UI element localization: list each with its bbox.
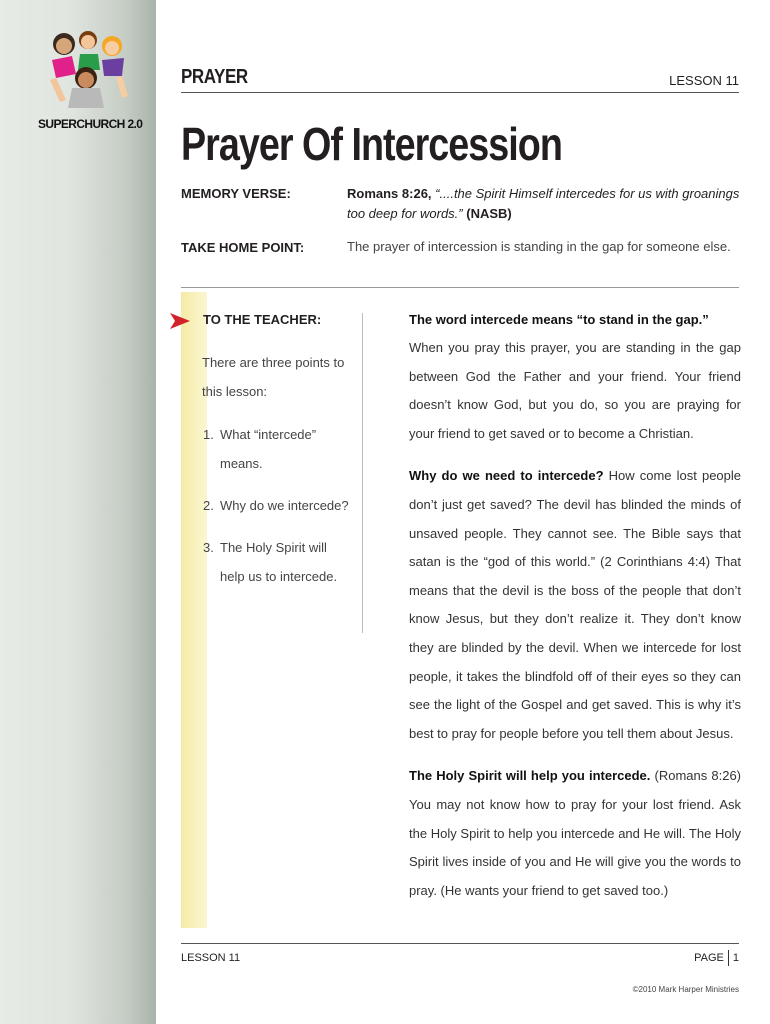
footer-divider <box>181 943 739 944</box>
lesson-point-number: 1. <box>203 427 214 442</box>
paragraph-intercede-meaning <box>409 306 741 448</box>
paragraph-text: When you pray this prayer, you are standing in the gap between God the Father and your friend. Your friend doesn’t know God, but you do, so you are praying for your friend to get saved or to become a Christian. <box>409 340 741 441</box>
arrow-right-icon <box>170 313 190 329</box>
paragraph-text: (Romans 8:26) You may not know how to pray for your lost friend. Ask the Holy Spirit to help you intercede and He will. The Holy Spirit lives inside of you and He will give you the words to pray. (He wants your friend to get saved too.) <box>409 768 741 898</box>
sidebar <box>0 0 156 1024</box>
paragraph-why-intercede <box>409 462 741 748</box>
section-divider <box>181 287 739 288</box>
section-title: PRAYER <box>181 66 248 88</box>
paragraph-holy-spirit <box>409 762 741 905</box>
column-divider <box>362 313 363 633</box>
brand-name: SUPERCHURCH 2.0 <box>38 117 143 131</box>
take-home-text: The prayer of intercession is standing in the gap for someone else. <box>347 239 731 254</box>
lesson-points-list <box>203 420 353 604</box>
lesson-point-number: 2. <box>203 498 214 513</box>
page-label: PAGE <box>694 952 724 964</box>
lesson-point <box>203 491 353 520</box>
header-divider <box>181 92 739 93</box>
page-number: 1 <box>732 952 739 964</box>
memory-verse-reference: Romans 8:26, <box>347 186 432 201</box>
paragraph-heading: The word intercede means “to stand in the gap.” <box>409 312 709 327</box>
lesson-point-number: 3. <box>203 540 214 555</box>
header-lesson-number: LESSON 11 <box>669 73 739 88</box>
footer-lesson: LESSON 11 <box>181 952 241 964</box>
lesson-body <box>409 306 741 919</box>
copyright: ©2010 Mark Harper Ministries <box>632 985 739 994</box>
take-home-label: TAKE HOME POINT: <box>181 240 305 255</box>
memory-verse-version: (NASB) <box>466 206 512 221</box>
teacher-intro: There are three points to this lesson: <box>202 355 345 399</box>
teacher-section-title: TO THE TEACHER: <box>203 312 322 327</box>
page-title: Prayer Of Intercession <box>181 118 562 170</box>
lesson-point-text: What “intercede” means. <box>220 427 317 471</box>
lesson-point-text: Why do we intercede? <box>220 498 349 513</box>
paragraph-text: How come lost people don’t just get saved? The devil has blinded the minds of unsaved people. They cannot see. The Bible says that satan is the “god of this world.” (2 Corinthians 4:4) That means that the devil is the boss of the people that don’t know Jesus, but they don’t realize it. They don’t know they are blinded by the devil. When we intercede for lost people, it takes the blindfold off of their eyes so they can see the light of the Gospel and get saved. This is why it’s best to pray for people before you tell them about Jesus. <box>409 468 742 741</box>
footer-page <box>694 950 739 966</box>
page-number-divider <box>728 950 729 966</box>
paragraph-heading: Why do we need to intercede? <box>409 468 604 484</box>
lesson-point <box>203 533 353 591</box>
memory-verse-text <box>347 184 742 224</box>
memory-verse-label: MEMORY VERSE: <box>181 186 291 201</box>
lesson-point-text: The Holy Spirit will help us to intercede. <box>220 540 338 584</box>
cartoon-kids-logo-icon <box>42 30 134 114</box>
memory-verse-quote: “....the Spirit Himself intercedes for us with groanings too deep for words.” <box>347 186 740 221</box>
paragraph-heading: The Holy Spirit will help you intercede. <box>409 768 651 784</box>
lesson-point <box>203 420 353 478</box>
